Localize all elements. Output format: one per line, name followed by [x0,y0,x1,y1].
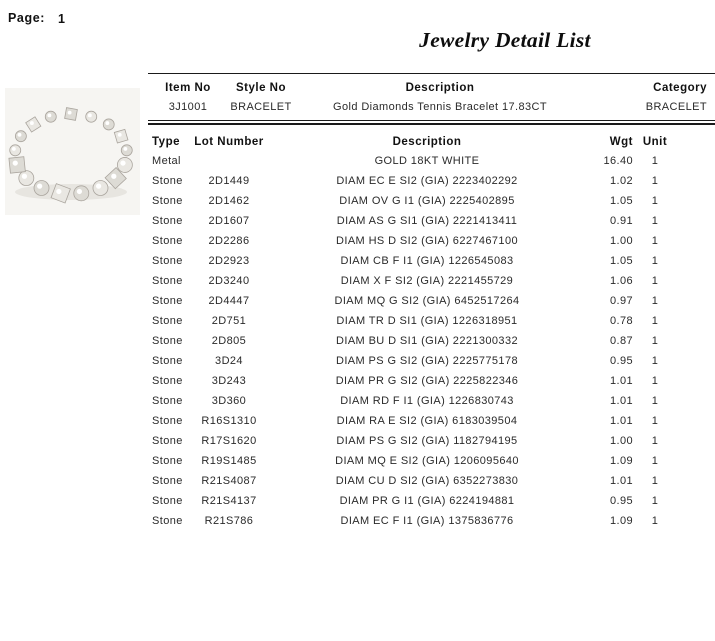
cell-description: GOLD 18KT WHITE [374,155,480,167]
cell-wgt: 1.09 [609,455,633,467]
cell-description: DIAM PR G SI2 (GIA) 2225822346 [335,375,519,387]
cell-unit: 1 [651,255,659,267]
cell-wgt: 0.95 [609,495,633,507]
cell-description: DIAM RA E SI2 (GIA) 6183039504 [336,415,518,427]
cell-wgt: 1.01 [609,475,633,487]
cell-unit: 1 [651,515,659,527]
cell-type: Stone [152,275,183,287]
cell-wgt: 0.87 [609,335,633,347]
cell-lot-number: 2D3240 [208,275,250,287]
cell-unit: 1 [651,335,659,347]
cell-wgt: 1.09 [609,515,633,527]
cell-unit: 1 [651,275,659,287]
category-header: Category [653,82,707,94]
cell-lot-number: R21S786 [204,515,254,527]
cell-type: Stone [152,355,183,367]
cell-lot-number: R21S4087 [201,475,257,487]
cell-wgt: 0.95 [609,355,633,367]
cell-type: Stone [152,315,183,327]
cell-type: Stone [152,515,183,527]
item-no-header: Item No [165,82,211,94]
header-top-rule [148,73,715,74]
cell-type: Stone [152,495,183,507]
cell-lot-number: 2D1449 [208,175,250,187]
double-rule-thin [148,120,715,121]
cell-description: DIAM BU D SI1 (GIA) 2221300332 [336,335,518,347]
description-header: Description [405,82,475,94]
report-body [148,0,715,641]
cell-unit: 1 [651,235,659,247]
cell-type: Stone [152,335,183,347]
cell-lot-number: 2D2923 [208,255,250,267]
column-header-unit: Unit [642,136,668,148]
cell-description: DIAM MQ E SI2 (GIA) 1206095640 [335,455,519,467]
cell-type: Stone [152,375,183,387]
cell-description: DIAM RD F I1 (GIA) 1226830743 [340,395,514,407]
cell-wgt: 1.01 [609,415,633,427]
page-label: Page: [8,11,46,25]
cell-type: Stone [152,435,183,447]
cell-type: Stone [152,455,183,467]
cell-unit: 1 [651,315,659,327]
cell-description: DIAM TR D SI1 (GIA) 1226318951 [336,315,518,327]
cell-lot-number: R16S1310 [201,415,257,427]
cell-unit: 1 [651,455,659,467]
cell-wgt: 1.01 [609,395,633,407]
cell-wgt: 1.06 [609,275,633,287]
report-title: Jewelry Detail List [419,28,591,52]
cell-type: Stone [152,235,183,247]
column-header-lot-number: Lot Number [194,136,264,148]
cell-lot-number: 3D360 [211,395,247,407]
page-number: 1 [58,12,65,26]
cell-unit: 1 [651,495,659,507]
cell-lot-number: R21S4137 [201,495,257,507]
cell-wgt: 16.40 [603,155,633,167]
cell-description: DIAM PS G SI2 (GIA) 1182794195 [336,435,518,447]
cell-description: DIAM OV G I1 (GIA) 2225402895 [339,195,515,207]
cell-wgt: 0.97 [609,295,633,307]
cell-wgt: 1.01 [609,375,633,387]
cell-unit: 1 [651,355,659,367]
cell-wgt: 1.00 [609,435,633,447]
cell-unit: 1 [651,435,659,447]
description-value: Gold Diamonds Tennis Bracelet 17.83CT [333,101,547,113]
cell-lot-number: 2D2286 [208,235,250,247]
cell-description: DIAM MQ G SI2 (GIA) 6452517264 [334,295,520,307]
cell-lot-number: 2D751 [211,315,247,327]
column-header-wgt: Wgt [609,136,633,148]
cell-lot-number: 2D4447 [208,295,250,307]
cell-lot-number: 2D805 [211,335,247,347]
cell-unit: 1 [651,175,659,187]
cell-description: DIAM PS G SI2 (GIA) 2225775178 [336,355,518,367]
style-no-value: BRACELET [230,101,292,113]
bracelet-photo [5,88,140,215]
cell-description: DIAM CB F I1 (GIA) 1226545083 [340,255,514,267]
cell-unit: 1 [651,395,659,407]
cell-lot-number: 3D24 [215,355,243,367]
cell-description: DIAM AS G SI1 (GIA) 2221413411 [336,215,518,227]
item-no-value: 3J1001 [168,101,208,113]
cell-wgt: 1.02 [609,175,633,187]
cell-unit: 1 [651,155,659,167]
cell-description: DIAM CU D SI2 (GIA) 6352273830 [335,475,519,487]
column-header-type: Type [152,136,180,148]
cell-type: Stone [152,255,183,267]
cell-type: Stone [152,215,183,227]
cell-lot-number [189,155,269,169]
cell-unit: 1 [651,475,659,487]
cell-wgt: 0.78 [609,315,633,327]
cell-lot-number: 2D1607 [208,215,250,227]
cell-unit: 1 [651,215,659,227]
cell-type: Metal [152,155,181,167]
cell-type: Stone [152,195,183,207]
cell-description: DIAM X F SI2 (GIA) 2221455729 [340,275,514,287]
cell-type: Stone [152,295,183,307]
cell-description: DIAM HS D SI2 (GIA) 6227467100 [336,235,518,247]
cell-lot-number: 3D243 [211,375,247,387]
cell-type: Stone [152,175,183,187]
cell-description: DIAM EC E SI2 (GIA) 2223402292 [336,175,518,187]
cell-unit: 1 [651,295,659,307]
cell-unit: 1 [651,195,659,207]
cell-type: Stone [152,415,183,427]
cell-wgt: 1.05 [609,255,633,267]
cell-lot-number: R19S1485 [201,455,257,467]
column-header-description: Description [392,136,462,148]
cell-wgt: 1.05 [609,195,633,207]
cell-wgt: 1.00 [609,235,633,247]
cell-lot-number: 2D1462 [208,195,250,207]
cell-description: DIAM EC F I1 (GIA) 1375836776 [340,515,514,527]
double-rule-thick [148,123,715,125]
cell-unit: 1 [651,375,659,387]
cell-lot-number: R17S1620 [201,435,257,447]
category-value: BRACELET [645,101,707,113]
cell-type: Stone [152,395,183,407]
cell-description: DIAM PR G I1 (GIA) 6224194881 [339,495,515,507]
bracelet-illustration [5,88,140,215]
cell-wgt: 0.91 [609,215,633,227]
cell-unit: 1 [651,415,659,427]
cell-type: Stone [152,475,183,487]
style-no-header: Style No [235,82,286,94]
